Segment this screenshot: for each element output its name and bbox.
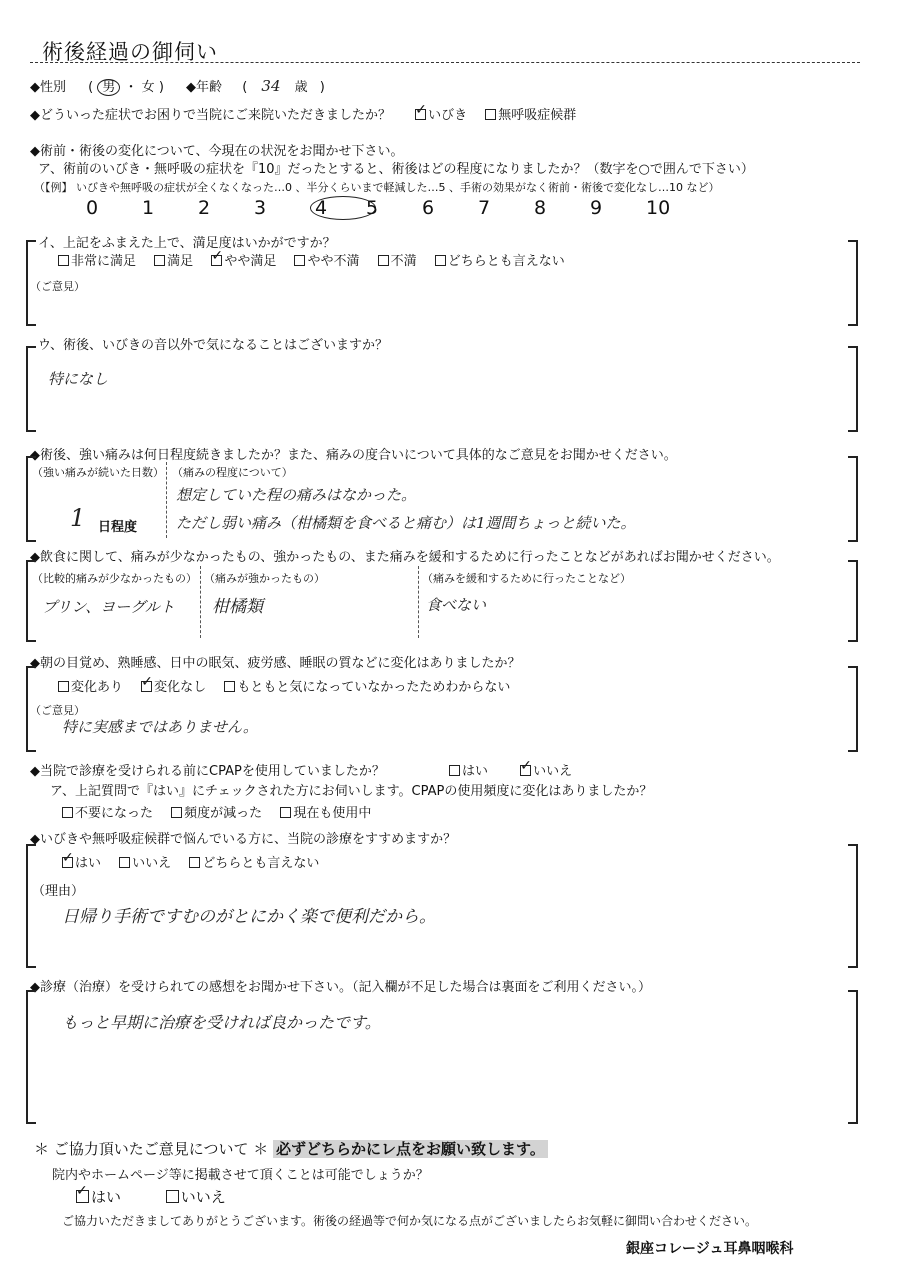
- cpap-yes-option[interactable]: はい: [449, 764, 488, 779]
- symptom-snoring-option[interactable]: ✓ いびき: [415, 108, 467, 123]
- sleep-opinion-label: （ご意見）: [30, 704, 85, 717]
- satisfaction-option[interactable]: 満足: [154, 250, 193, 269]
- impression-box-right: [848, 990, 858, 1124]
- satisfaction-option-selected[interactable]: ✓ やや満足: [211, 250, 276, 269]
- cpap-row: [30, 760, 572, 779]
- impression-question: ◆診療（治療）を受けられての感想をお聞かせ下さい。（記入欄が不足した場合は裏面をご利用ください。）: [30, 980, 651, 995]
- impression-box-left: [26, 990, 36, 1124]
- change-question: ア、術前のいびき・無呼吸の症状を『10』だったとすると、術後はどの程度になりましたか？（数字を○で囲んで下さい）: [38, 162, 754, 177]
- recommend-question: ◆いびきや無呼吸症候群で悩んでいる方に、当院の診療をすすめますか？: [30, 832, 457, 847]
- consent-highlight: 必ずどちらかにレ点をお願い致します。: [273, 1140, 548, 1158]
- consent-heading: ＊ ご協力頂いたご意見について ＊: [34, 1140, 269, 1158]
- cpap-sub-option[interactable]: 頻度が減った: [171, 802, 262, 821]
- change-example: （【例】 いびきや無呼吸の症状が全くなくなった…0 、半分くらいまで軽減した…5 、手術の効果がなく術前・術後で変化なし…10 など）: [34, 181, 720, 194]
- food-divider-1: [200, 566, 201, 638]
- scale-2[interactable]: 2: [198, 197, 211, 219]
- symptom-apnea-option[interactable]: 無呼吸症候群: [485, 108, 576, 123]
- footer-thanks: ご協力いただきましてありがとうございます。術後の経過等で何か気になる点がございましたらお気軽に御問い合わせください。: [62, 1214, 758, 1228]
- checkbox-icon[interactable]: [415, 109, 426, 120]
- food-col2-label: （痛みが強かったもの）: [204, 572, 325, 585]
- impression-answer[interactable]: もっと早期に治療を受ければ良かったです。: [62, 1013, 381, 1032]
- page-title: 術後経過の御伺い: [42, 40, 218, 64]
- scale-8[interactable]: 8: [534, 197, 547, 219]
- pain-answer-line2[interactable]: ただし弱い痛み（柑橘類を食べると痛む）は1週間ちょっと続いた。: [176, 514, 636, 532]
- gender-row: ◆性別 ( 男 ・ 女 ) ◆年齢 ( 34 歳 ): [30, 77, 325, 95]
- scale-3[interactable]: 3: [254, 197, 267, 219]
- cpap-question: ◆当院で診療を受けられる前にCPAPを使用していましたか？: [30, 764, 385, 779]
- food-divider-2: [418, 566, 419, 638]
- gender-female-option[interactable]: 女: [141, 80, 155, 95]
- scale-7[interactable]: 7: [478, 197, 491, 219]
- sleep-answer[interactable]: 特に実感まではありません。: [62, 718, 258, 736]
- recommend-box-right: [848, 844, 858, 968]
- cpap-no-option[interactable]: ✓ いいえ: [520, 764, 572, 779]
- pain-box-right: [848, 456, 858, 542]
- title-divider: [30, 62, 860, 63]
- pain-days-value[interactable]: 1: [70, 504, 86, 532]
- cpap-sub-option[interactable]: 不要になった: [62, 802, 153, 821]
- scale-6[interactable]: 6: [422, 197, 435, 219]
- satisfaction-option[interactable]: 不満: [378, 250, 417, 269]
- recommend-answer[interactable]: 日帰り手術ですむのがとにかく楽で便利だから。: [62, 907, 436, 927]
- food-question: ◆飲食に関して、痛みが少なかったもの、強かったもの、また痛みを緩和するために行ったことなどがあればお聞かせください。: [30, 550, 780, 565]
- cpap-sub-option[interactable]: 現在も使用中: [280, 802, 371, 821]
- other-concern-question: ウ、術後、いびきの音以外で気になることはございますか？: [38, 338, 388, 353]
- satisfaction-option[interactable]: どちらとも言えない: [435, 250, 565, 269]
- satisfaction-options: [58, 250, 579, 269]
- food-col3-value[interactable]: 食べない: [426, 596, 487, 614]
- pain-answer-line1[interactable]: 想定していた程の痛みはなかった。: [176, 486, 417, 504]
- scale-1[interactable]: 1: [142, 197, 155, 219]
- food-col2-value[interactable]: 柑橘類: [212, 597, 263, 617]
- consent-question: 院内やホームページ等に掲載させて頂くことは可能でしょうか？: [52, 1168, 429, 1183]
- recommend-box-left: [26, 844, 36, 968]
- gender-label: ◆性別: [30, 80, 66, 95]
- pain-days-label: （強い痛みが続いた日数）: [32, 466, 164, 479]
- pain-days-unit: 日程度: [98, 520, 138, 535]
- recommend-option[interactable]: どちらとも言えない: [189, 852, 319, 871]
- pain-degree-label: （痛みの程度について）: [172, 466, 293, 479]
- cpap-sub-options: [62, 802, 385, 821]
- sleep-option[interactable]: 変化あり: [58, 676, 123, 695]
- gender-male-option[interactable]: 男: [97, 79, 120, 96]
- sleep-question: ◆朝の目覚め、熟睡感、日中の眠気、疲労感、睡眠の質などに変化はありましたか？: [30, 656, 521, 671]
- age-label: ◆年齢: [186, 80, 223, 95]
- satisfaction-option[interactable]: やや不満: [294, 250, 359, 269]
- recommend-reason-label: （理由）: [32, 884, 85, 899]
- consent-no-option[interactable]: いいえ: [166, 1188, 226, 1206]
- recommend-option-selected[interactable]: ✓はい: [62, 852, 101, 871]
- food-box-right: [848, 560, 858, 642]
- symptom-row: [30, 104, 576, 123]
- satisfaction-option[interactable]: 非常に満足: [58, 250, 136, 269]
- sleep-box-right: [848, 666, 858, 752]
- checkbox-icon[interactable]: [485, 109, 496, 120]
- sleep-option-selected[interactable]: ✓ 変化なし: [141, 676, 206, 695]
- satisfaction-opinion-label: （ご意見）: [30, 280, 85, 293]
- pain-question: ◆術後、強い痛みは何日程度続きましたか？また、痛みの度合いについて具体的なご意見をお聞かせください。: [30, 448, 677, 463]
- clinic-name: 銀座コレージュ耳鼻咽喉科: [626, 1241, 794, 1257]
- pain-column-divider: [166, 462, 167, 538]
- food-col1-label: （比較的痛みが少なかったもの）: [32, 572, 197, 585]
- consent-options: [76, 1186, 226, 1207]
- scale-5[interactable]: 5: [366, 197, 379, 219]
- scale-10[interactable]: 10: [646, 197, 671, 219]
- sleep-option[interactable]: もともと気になっていなかったためわからない: [224, 676, 510, 695]
- recommend-option[interactable]: いいえ: [119, 852, 171, 871]
- satisfaction-box-right: [848, 240, 858, 326]
- scale-9[interactable]: 9: [590, 197, 603, 219]
- scale-4[interactable]: 4: [310, 196, 366, 220]
- age-value[interactable]: 34: [261, 77, 281, 95]
- change-scale: [86, 196, 702, 220]
- consent-heading-row: [34, 1138, 548, 1159]
- food-col3-label: （痛みを緩和するために行ったことなど）: [422, 572, 631, 585]
- satisfaction-question: イ、上記をふまえた上で、満足度はいかがですか？: [38, 236, 336, 251]
- cpap-sub-question: ア、上記質問で『はい』にチェックされた方にお伺いします。CPAPの使用頻度に変化はありましたか？: [50, 784, 653, 799]
- other-concern-box-left: [26, 346, 36, 432]
- consent-yes-option[interactable]: ✓はい: [76, 1188, 121, 1206]
- scale-0[interactable]: 0: [86, 197, 99, 219]
- other-concern-answer[interactable]: 特になし: [48, 370, 109, 388]
- change-heading: ◆術前・術後の変化について、今現在の状況をお聞かせ下さい。: [30, 144, 404, 159]
- food-col1-value[interactable]: プリン、ヨーグルト: [42, 598, 175, 616]
- sleep-options: [58, 676, 524, 695]
- recommend-options: [62, 852, 333, 871]
- symptom-question: ◆どういった症状でお困りで当院にご来院いただきましたか？: [30, 108, 391, 123]
- other-concern-box-right: [848, 346, 858, 432]
